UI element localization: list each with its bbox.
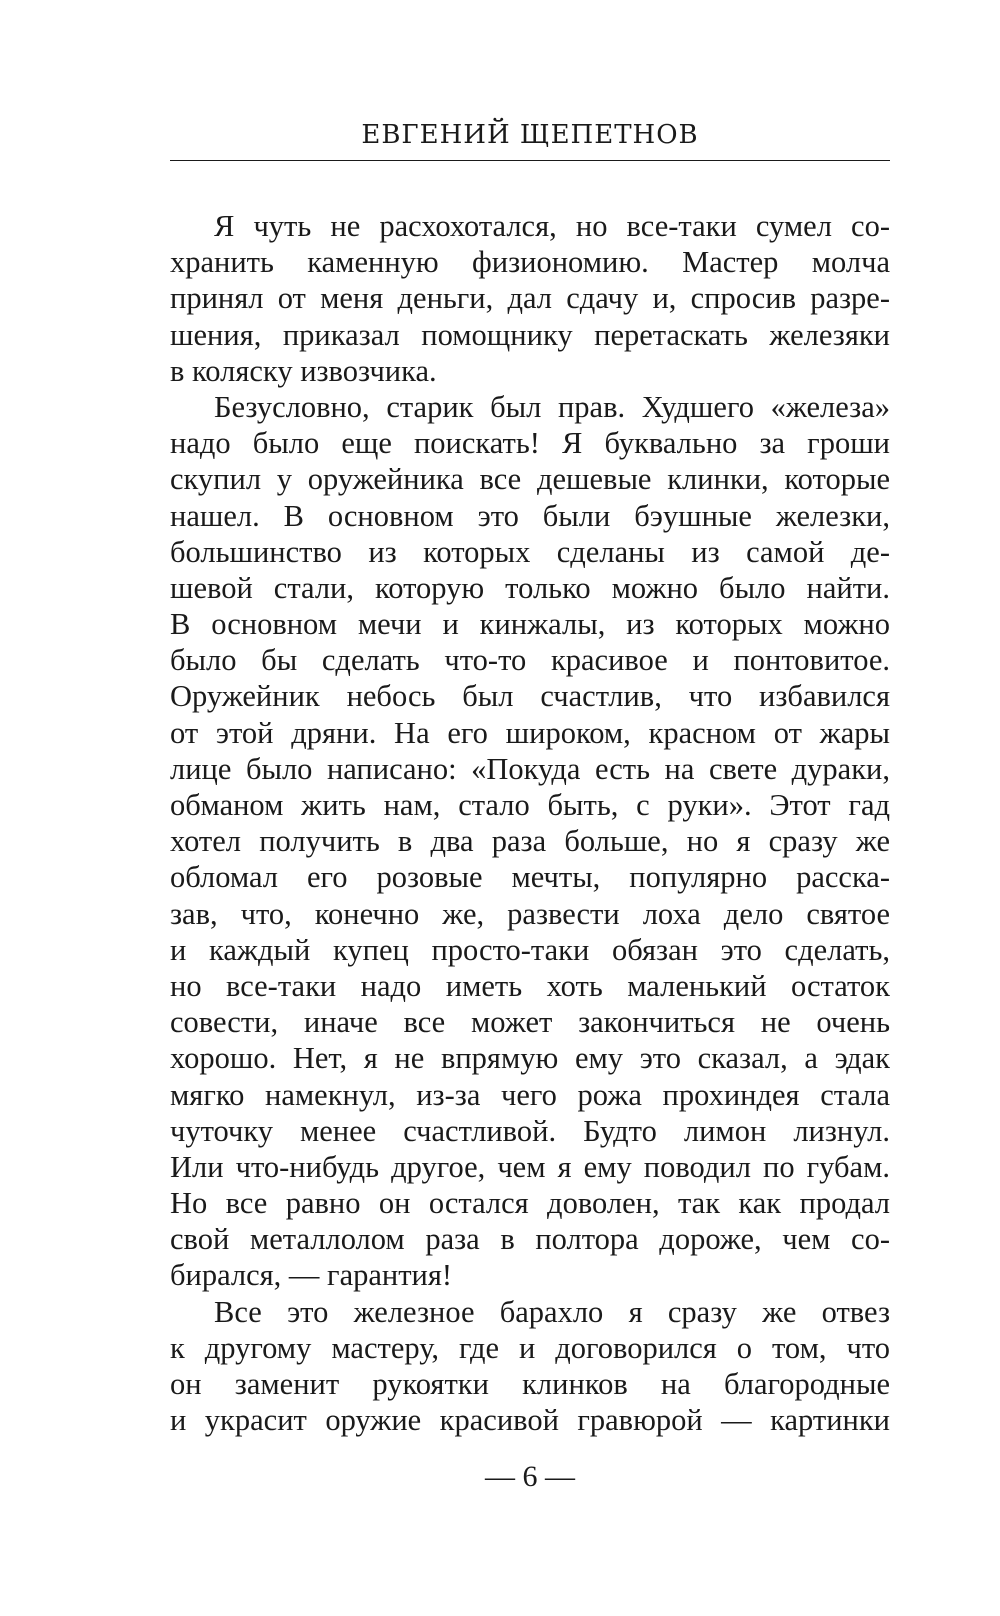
- text-line: Безусловно, старик был прав. Худшего «железа»: [214, 389, 890, 424]
- text-line: и украсит оружие красивой гравюрой — картинки: [170, 1403, 890, 1438]
- text-line: и каждый купец просто-таки обязан это сделать,: [170, 932, 890, 967]
- text-line: мягко намекнул, из-за чего рожа прохиндея стала: [170, 1077, 890, 1112]
- text-line: шевой стали, которую только можно было найти.: [170, 570, 890, 605]
- text-line: большинство из которых сделаны из самой де-: [170, 534, 890, 569]
- text-line: чуточку менее счастливой. Будто лимон лизнул.: [170, 1113, 890, 1148]
- text-line: к другому мастеру, где и договорился о том, что: [170, 1330, 890, 1365]
- text-line: принял от меня деньги, дал сдачу и, спросив разре-: [170, 281, 890, 316]
- text-line: Но все равно он остался доволен, так как продал: [170, 1186, 890, 1221]
- text-line: хранить каменную физиономию. Мастер молча: [170, 245, 890, 280]
- text-line: нашел. В основном это были бэушные железки,: [170, 498, 890, 533]
- text-line: бирался, — гарантия!: [170, 1258, 453, 1293]
- text-line: обломал его розовые мечты, популярно расска-: [170, 860, 890, 895]
- text-line: хорошо. Нет, я не впрямую ему это сказал, а эдак: [170, 1041, 890, 1076]
- text-line: шения, приказал помощнику перетаскать железяки: [170, 317, 890, 352]
- running-head: ЕВГЕНИЙ ЩЕПЕТНОВ: [361, 120, 699, 150]
- text-line: свой металлолом раза в полтора дороже, чем со-: [170, 1222, 890, 1257]
- text-line: но все-таки надо иметь хоть маленький остаток: [170, 968, 890, 1003]
- text-line: В основном мечи и кинжалы, из которых можно: [170, 607, 890, 642]
- page-number: — 6 —: [485, 1460, 575, 1493]
- body-text: [170, 208, 890, 1438]
- text-line: скупил у оружейника все дешевые клинки, которые: [170, 462, 890, 497]
- text-line: хотел получить в два раза больше, но я сразу же: [170, 824, 890, 859]
- text-line: надо было еще поискать! Я буквально за гроши: [170, 426, 890, 461]
- text-line: лице было написано: «Покуда есть на свете дураки,: [170, 751, 890, 786]
- text-line: зав, что, конечно же, развести лоха дело святое: [170, 896, 890, 931]
- text-line: Оружейник небось был счастлив, что избавился: [170, 679, 890, 714]
- text-line: Все это железное барахло я сразу же отвез: [214, 1294, 890, 1329]
- header-rule: [170, 160, 890, 161]
- text-line: он заменит рукоятки клинков на благородные: [170, 1367, 890, 1401]
- text-line: Или что-нибудь другое, чем я ему поводил по губам.: [170, 1149, 890, 1184]
- text-line: было бы сделать что-то красивое и понтовитое.: [170, 643, 890, 678]
- text-line: совести, иначе все может закончиться не очень: [170, 1005, 890, 1040]
- text-line: в коляску извозчика.: [170, 353, 437, 388]
- text-line: Я чуть не расхохотался, но все-таки сумел со-: [214, 209, 890, 243]
- text-line: обманом жить нам, стало быть, с руки». Этот гад: [170, 788, 890, 822]
- text-line: от этой дряни. На его широком, красном от жары: [170, 715, 890, 750]
